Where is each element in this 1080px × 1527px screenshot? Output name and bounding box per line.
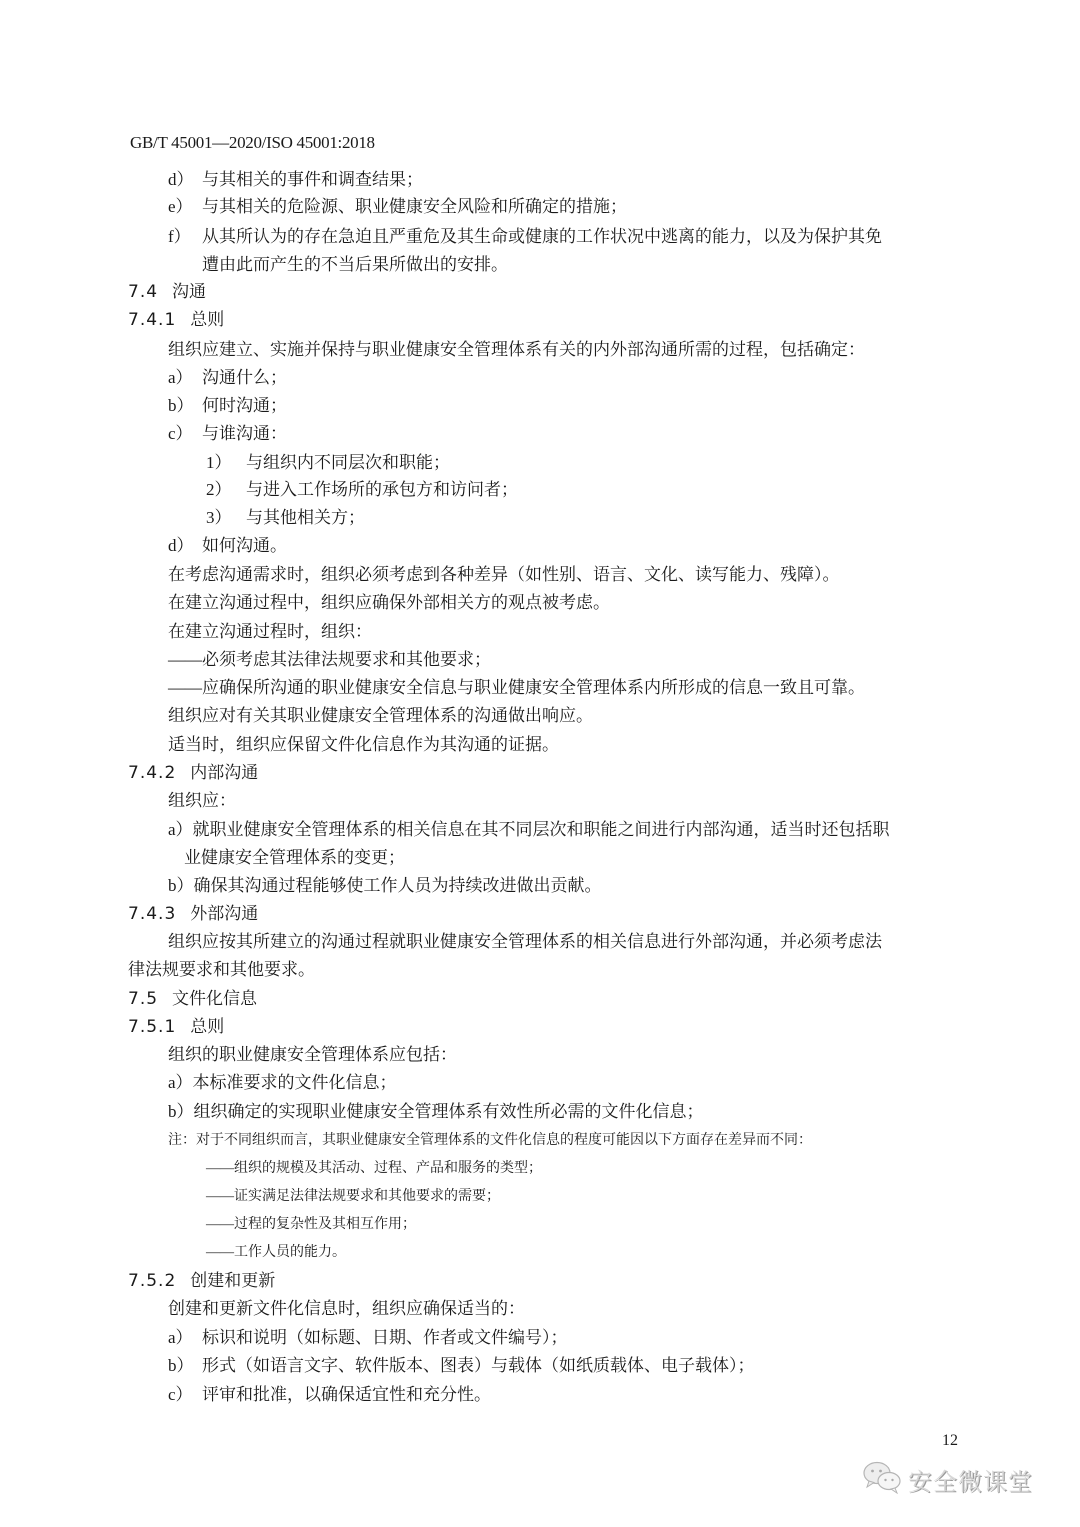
- list-text: 标识和说明（如标题、日期、作者或文件编号）；: [202, 1328, 568, 1347]
- wechat-icon: [862, 1460, 902, 1499]
- list-label: 3）: [206, 508, 232, 527]
- dash-item: ——应确保所沟通的职业健康安全信息与职业健康安全管理体系内所形成的信息一致且可靠。: [168, 678, 865, 697]
- list-item: [168, 367, 287, 389]
- list-item: [168, 395, 287, 417]
- list-text: 与组织内不同层次和职能；: [246, 453, 450, 472]
- list-item: [168, 169, 423, 191]
- list-label: 1）: [206, 453, 232, 472]
- paragraph: 在建立沟通过程时，组织：: [168, 622, 372, 641]
- list-item: [168, 196, 627, 218]
- list-item: [168, 423, 287, 445]
- list-text: 如何沟通。: [202, 536, 287, 555]
- watermark: [862, 1460, 1033, 1499]
- list-item: b）确保其沟通过程能够使工作人员为持续改进做出贡献。: [168, 876, 602, 895]
- standard-header: GB/T 45001—2020/ISO 45001:2018: [130, 133, 375, 152]
- section-heading-7-5-2: [128, 1270, 275, 1292]
- paragraph-continuation: 律法规要求和其他要求。: [128, 960, 315, 979]
- list-label: f）: [168, 227, 191, 246]
- list-text: 与其相关的事件和调查结果；: [202, 170, 423, 189]
- section-number: 7.4.2: [128, 763, 177, 783]
- paragraph: 创建和更新文件化信息时，组织应确保适当的：: [168, 1299, 525, 1318]
- sub-list-item: [206, 452, 450, 474]
- section-heading-7-5: [128, 988, 257, 1010]
- list-text: 形式（如语言文字、软件版本、图表）与载体（如纸质载体、电子载体）；: [202, 1356, 755, 1375]
- list-text: 沟通什么；: [202, 368, 287, 387]
- list-label: d）: [168, 170, 194, 189]
- section-title: 总则: [190, 1017, 225, 1037]
- section-number: 7.4.3: [128, 904, 177, 924]
- list-text: 与其相关的危险源、职业健康安全风险和所确定的措施；: [202, 197, 627, 216]
- page-number: 12: [942, 1432, 958, 1449]
- list-label: a）: [168, 1328, 193, 1347]
- list-item: [168, 1384, 491, 1406]
- paragraph: 在考虑沟通需求时，组织必须考虑到各种差异（如性别、语言、文化、读写能力、残障）。: [168, 565, 840, 584]
- list-label: e）: [168, 197, 193, 216]
- section-heading-7-4-3: [128, 903, 258, 925]
- list-label: 2）: [206, 480, 232, 499]
- list-label: c）: [168, 424, 193, 443]
- section-number: 7.5.1: [128, 1017, 177, 1037]
- section-heading-7-4-1: [128, 309, 224, 331]
- list-text: 从其所认为的存在急迫且严重危及其生命或健康的工作状况中逃离的能力，以及为保护其免: [202, 227, 882, 246]
- paragraph: 适当时，组织应保留文件化信息作为其沟通的证据。: [168, 735, 559, 754]
- note-dash-item: ——组织的规模及其活动、过程、产品和服务的类型；: [206, 1161, 542, 1176]
- list-item: [168, 1355, 755, 1377]
- list-item-continuation: 遭由此而产生的不当后果所做出的安排。: [202, 255, 508, 274]
- sub-list-item: [206, 479, 518, 501]
- section-heading-7-5-1: [128, 1016, 224, 1038]
- list-item: [168, 535, 287, 557]
- sub-list-item: [206, 507, 365, 529]
- section-title: 创建和更新: [190, 1271, 276, 1291]
- paragraph: 在建立沟通过程中，组织应确保外部相关方的观点被考虑。: [168, 593, 610, 612]
- list-text: 与其他相关方；: [246, 508, 365, 527]
- paragraph: 组织应：: [168, 791, 236, 810]
- section-title: 外部沟通: [190, 904, 259, 924]
- list-text: 何时沟通；: [202, 396, 287, 415]
- dash-item: ——必须考虑其法律法规要求和其他要求；: [168, 650, 491, 669]
- list-text: 与进入工作场所的承包方和访问者；: [246, 480, 518, 499]
- list-item: b）组织确定的实现职业健康安全管理体系有效性所必需的文件化信息；: [168, 1102, 704, 1121]
- list-item: [168, 226, 882, 248]
- paragraph: 组织应按其所建立的沟通过程就职业健康安全管理体系的相关信息进行外部沟通，并必须考虑法: [168, 932, 882, 951]
- section-title: 内部沟通: [190, 763, 259, 783]
- note-dash-item: ——证实满足法律法规要求和其他要求的需要；: [206, 1189, 500, 1204]
- paragraph: 组织应建立、实施并保持与职业健康安全管理体系有关的内外部沟通所需的过程，包括确定：: [168, 340, 865, 359]
- note-dash-item: ——过程的复杂性及其相互作用；: [206, 1217, 416, 1232]
- paragraph: 组织的职业健康安全管理体系应包括：: [168, 1045, 457, 1064]
- section-heading-7-4-2: [128, 762, 258, 784]
- list-item-continuation: 业健康安全管理体系的变更；: [184, 848, 405, 867]
- section-title: 总则: [190, 310, 225, 330]
- section-number: 7.5: [128, 989, 159, 1009]
- section-title: 沟通: [172, 282, 207, 302]
- paragraph: 组织应对有关其职业健康安全管理体系的沟通做出响应。: [168, 706, 593, 725]
- list-label: a）: [168, 368, 193, 387]
- list-text: 评审和批准，以确保适宜性和充分性。: [202, 1385, 491, 1404]
- list-text: 与谁沟通：: [202, 424, 287, 443]
- list-item: [168, 1327, 568, 1349]
- list-label: d）: [168, 536, 194, 555]
- list-label: b）: [168, 1356, 194, 1375]
- note-dash-item: ——工作人员的能力。: [206, 1245, 346, 1260]
- list-item: a）本标准要求的文件化信息；: [168, 1073, 397, 1092]
- section-title: 文件化信息: [172, 989, 258, 1009]
- list-label: c）: [168, 1385, 193, 1404]
- note: 注：对于不同组织而言，其职业健康安全管理体系的文件化信息的程度可能因以下方面存在差异而不同：: [168, 1133, 812, 1148]
- section-number: 7.4: [128, 282, 159, 302]
- section-heading-7-4: [128, 281, 206, 303]
- list-label: b）: [168, 396, 194, 415]
- list-item: a）就职业健康安全管理体系的相关信息在其不同层次和职能之间进行内部沟通，适当时还包括职: [168, 820, 890, 839]
- watermark-text: 安全微课堂: [908, 1468, 1033, 1496]
- section-number: 7.4.1: [128, 310, 177, 330]
- section-number: 7.5.2: [128, 1271, 177, 1291]
